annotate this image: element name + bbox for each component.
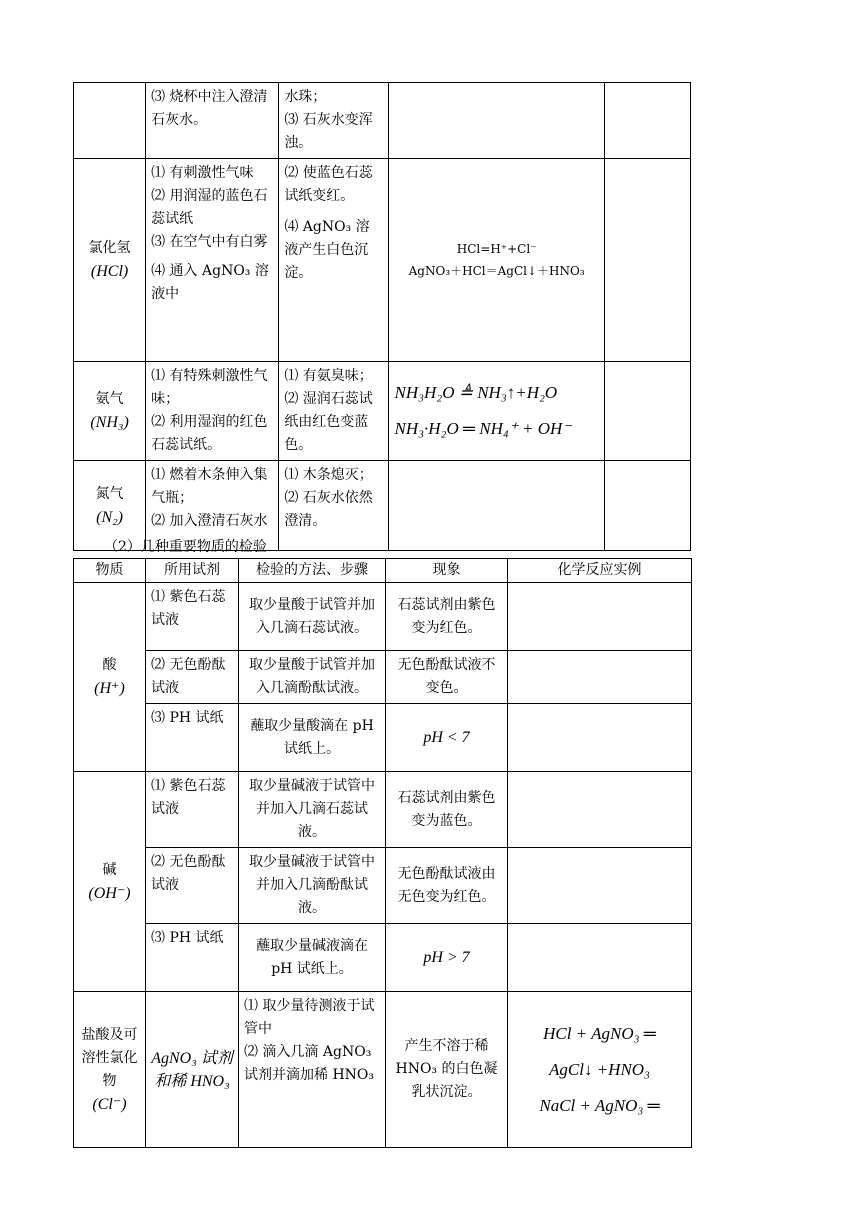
gas-name: 氯化氢 bbox=[88, 240, 131, 256]
phenomenon-cell: 无色酚酞试液不变色。 bbox=[386, 651, 508, 704]
phenomenon-cell: ⑴ 有氨臭味； ⑵ 湿润石蕊试纸由红色变蓝色。 bbox=[279, 362, 389, 461]
method-cell: ⑴ 取少量待测液于试管中 ⑵ 滴入几滴 AgNO₃ 试剂并滴加稀 HNO₃ bbox=[239, 992, 386, 1148]
reagent-cell: ⑶ PH 试纸 bbox=[146, 704, 239, 772]
gas-detection-table bbox=[73, 82, 691, 551]
header-reagent: 所用试剂 bbox=[146, 559, 239, 583]
method-cell: 蘸取少量碱液滴在 pH 试纸上。 bbox=[239, 924, 386, 992]
phenomenon-cell: ⑵ 使蓝色石蕊试纸变红。 ⑷ AgNO₃ 溶液产生白色沉淀。 bbox=[279, 159, 389, 362]
note-cell bbox=[604, 461, 690, 551]
substance-cell: 酸 (H⁺) bbox=[74, 583, 146, 772]
example-cell: HCl + AgNO₃ ═ AgCl↓ +HNO₃ NaCl + AgNO₃ ═ bbox=[508, 992, 692, 1148]
phenomenon-cell: 石蕊试剂由紫色变为蓝色。 bbox=[386, 772, 508, 848]
substance-cell: 盐酸及可溶性氯化物 (Cl⁻) bbox=[74, 992, 146, 1148]
method-cell: 蘸取少量酸滴在 pH 试纸上。 bbox=[239, 704, 386, 772]
substance-detection-table bbox=[73, 558, 692, 1148]
phenomenon-cell: pH < 7 bbox=[386, 704, 508, 772]
gas-formula: (HCl) bbox=[90, 263, 129, 280]
reagent-cell: ⑵ 无色酚酞试液 bbox=[146, 848, 239, 924]
method-cell: 取少量酸于试管并加入几滴酚酞试液。 bbox=[239, 651, 386, 704]
gas-formula: (N₂) bbox=[96, 508, 123, 526]
reagent-cell: AgNO₃ 试剂和稀 HNO₃ bbox=[146, 992, 239, 1148]
example-cell bbox=[508, 924, 692, 992]
phenomenon-cell: ⑴ 木条熄灭； ⑵ 石灰水依然澄清。 bbox=[279, 461, 389, 551]
table-row bbox=[74, 83, 691, 159]
gas-name: 氨气 bbox=[95, 391, 124, 407]
reagent-cell: ⑴ 紫色石蕊试液 bbox=[146, 772, 239, 848]
example-cell bbox=[508, 583, 692, 651]
table-row bbox=[74, 159, 691, 362]
table-row bbox=[74, 848, 692, 924]
table-row bbox=[74, 924, 692, 992]
method-cell: 取少量酸于试管并加入几滴石蕊试液。 bbox=[239, 583, 386, 651]
note-cell bbox=[604, 83, 690, 159]
equation-cell: HCl=H⁺+Cl⁻ AgNO₃＋HCl＝AgCl↓＋HNO₃ bbox=[389, 159, 604, 362]
reagent-cell: ⑴ 紫色石蕊试液 bbox=[146, 583, 239, 651]
phenomenon-cell: pH > 7 bbox=[386, 924, 508, 992]
gas-name: 氮气 bbox=[95, 485, 124, 502]
table-row bbox=[74, 772, 692, 848]
method-cell: ⑴ 燃着木条伸入集气瓶； ⑵ 加入澄清石灰水 bbox=[146, 461, 279, 551]
note-cell bbox=[604, 159, 690, 362]
table-row bbox=[74, 362, 691, 461]
header-example: 化学反应实例 bbox=[508, 559, 692, 583]
phenomenon-cell: 产生不溶于稀 HNO₃ 的白色凝乳状沉淀。 bbox=[386, 992, 508, 1148]
phenomenon-cell: 无色酚酞试液由无色变为红色。 bbox=[386, 848, 508, 924]
table-row bbox=[74, 651, 692, 704]
phenomenon-cell: 石蕊试剂由紫色变为红色。 bbox=[386, 583, 508, 651]
reagent-cell: ⑶ PH 试纸 bbox=[146, 924, 239, 992]
equation-cell bbox=[389, 461, 604, 551]
gas-name-cell bbox=[74, 83, 146, 159]
gas-name-cell bbox=[74, 362, 146, 461]
section-heading: （2）几种重要物质的检验 bbox=[104, 539, 267, 555]
method-cell: 取少量碱液于试管中并加入几滴石蕊试液。 bbox=[239, 772, 386, 848]
method-cell: 取少量碱液于试管中并加入几滴酚酞试液。 bbox=[239, 848, 386, 924]
equation-cell bbox=[389, 83, 604, 159]
reagent-cell: ⑵ 无色酚酞试液 bbox=[146, 651, 239, 704]
header-substance: 物质 bbox=[74, 559, 146, 583]
header-method: 检验的方法、步骤 bbox=[239, 559, 386, 583]
substance-cell: 碱 (OH⁻) bbox=[74, 772, 146, 992]
table-row bbox=[74, 992, 692, 1148]
header-phenomenon: 现象 bbox=[386, 559, 508, 583]
example-cell bbox=[508, 651, 692, 704]
method-cell: ⑶ 烧杯中注入澄清石灰水。 bbox=[146, 83, 279, 159]
table-row bbox=[74, 583, 692, 651]
note-cell bbox=[604, 362, 690, 461]
example-cell bbox=[508, 848, 692, 924]
gas-name-cell bbox=[74, 159, 146, 362]
gas-formula: (NH₃) bbox=[90, 414, 129, 431]
equation-cell: NH₃H₂O ≜ NH₃↑+H₂O NH₃·H₂O ═ NH₄⁺ + OH⁻ bbox=[389, 362, 604, 461]
method-cell: ⑴ 有特殊刺激性气味； ⑵ 利用湿润的红色石蕊试纸。 bbox=[146, 362, 279, 461]
table-row bbox=[74, 704, 692, 772]
example-cell bbox=[508, 704, 692, 772]
method-cell: ⑴ 有刺激性气味 ⑵ 用润湿的蓝色石蕊试纸 ⑶ 在空气中有白雾 ⑷ 通入 AgNO₃ 溶液中 bbox=[146, 159, 279, 362]
header-row bbox=[74, 559, 692, 583]
example-cell bbox=[508, 772, 692, 848]
phenomenon-cell: 水珠； ⑶ 石灰水变浑浊。 bbox=[279, 83, 389, 159]
